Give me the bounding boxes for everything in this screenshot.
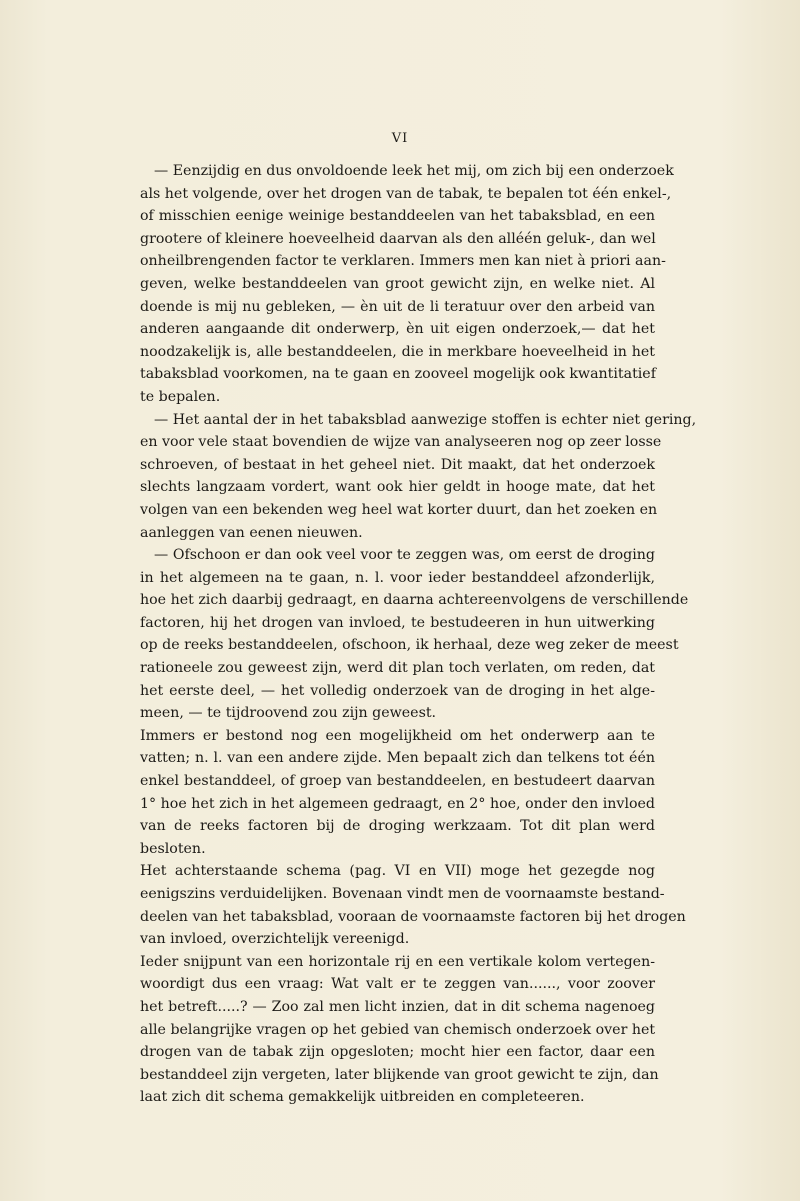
text-line: of misschien eenige weinige bestanddeelen van het tabaksblad, en een: [140, 208, 655, 225]
text-line: drogen van de tabak zijn opgesloten; mocht hier een factor, daar een: [140, 1044, 655, 1061]
text-line: op de reeks bestanddeelen, ofschoon, ik herhaal, deze weg zeker de meest: [140, 637, 679, 654]
text-line: vatten; n. l. van een andere zijde. Men bepaalt zich dan telkens tot één: [140, 750, 655, 767]
text-line: tabaksblad voorkomen, na te gaan en zooveel mogelijk ook kwantitatief: [140, 366, 656, 383]
text-line: te bepalen.: [140, 388, 221, 405]
paragraph: [140, 409, 697, 545]
text-line: Ieder snijpunt van een horizontale rij en een vertikale kolom vertegen-: [140, 953, 655, 970]
text-line: schroeven, of bestaat in het geheel niet. Dit maakt, dat het onderzoek: [140, 456, 655, 473]
text-line: als het volgende, over het drogen van de tabak, te bepalen tot één enkel-,: [140, 185, 672, 202]
text-line: — Eenzijdig en dus onvoldoende leek het mij, om zich bij een onderzoek: [154, 163, 674, 179]
paragraph: [140, 544, 689, 725]
text-line: deelen van het tabaksblad, vooraan de voornaamste factoren bij het drogen: [140, 908, 686, 925]
text-line: slechts langzaam vordert, want ook hier geldt in hooge mate, dat het: [140, 479, 655, 496]
text-line: — Het aantal der in het tabaksblad aanwezige stoffen is echter niet gering,: [154, 411, 697, 428]
text-line: anderen aangaande dit onderwerp, èn uit eigen onderzoek,— dat het: [140, 321, 655, 338]
paragraph: [140, 725, 655, 861]
text-line: besloten.: [140, 840, 206, 857]
text-line: volgen van een bekenden weg heel wat korter duurt, dan het zoeken en: [140, 501, 658, 518]
body-text: [140, 160, 697, 1109]
paragraph: [140, 160, 674, 409]
text-line: doende is mij nu gebleken, — èn uit de li teratuur over den arbeid van: [140, 298, 655, 315]
text-line: woordigt dus een vraag: Wat valt er te zeggen van......, voor zoover: [140, 976, 655, 993]
text-line: bestanddeel zijn vergeten, later blijkende van groot gewicht te zijn, dan: [140, 1066, 659, 1083]
text-line: eenigszins verduidelijken. Bovenaan vindt men de voornaamste bestand-: [140, 886, 665, 902]
text-line: van invloed, overzichtelijk vereenigd.: [140, 931, 410, 948]
text-line: — Ofschoon er dan ook veel voor te zeggen was, om eerst de droging: [154, 547, 655, 564]
text-line: enkel bestanddeel, of groep van bestanddeelen, en bestudeert daarvan: [140, 773, 655, 790]
text-line: factoren, hij het drogen van invloed, te bestudeeren in hun uitwerking: [140, 614, 655, 631]
text-line: grootere of kleinere hoeveelheid daarvan als den alléén geluk-, dan wel: [140, 230, 656, 247]
text-line: Immers er bestond nog een mogelijkheid om het onderwerp aan te: [140, 727, 655, 744]
text-line: in het algemeen na te gaan, n. l. voor ieder bestanddeel afzonderlijk,: [140, 569, 655, 586]
text-line: het eerste deel, — het volledig onderzoek van de droging in het alge-: [140, 682, 655, 699]
text-line: en voor vele staat bovendien de wijze van analyseeren nog op zeer losse: [140, 434, 662, 451]
text-line: 1° hoe het zich in het algemeen gedraagt, en 2° hoe, onder den invloed: [140, 795, 655, 812]
text-line: meen, — te tijdroovend zou zijn geweest.: [140, 705, 437, 722]
text-line: van de reeks factoren bij de droging werkzaam. Tot dit plan werd: [140, 818, 655, 835]
text-line: het betreft.....? — Zoo zal men licht inzien, dat in dit schema nagenoeg: [140, 998, 655, 1015]
text-line: geven, welke bestanddeelen van groot gewicht zijn, en welke niet. Al: [140, 275, 655, 292]
text-line: rationeele zou geweest zijn, werd dit plan toch verlaten, om reden, dat: [140, 660, 655, 677]
text-line: hoe het zich daarbij gedraagt, en daarna achtereenvolgens de verschillende: [140, 592, 689, 609]
page-number: VI: [391, 131, 409, 146]
text-line: noodzakelijk is, alle bestanddeelen, die in merkbare hoeveelheid in het: [140, 343, 655, 360]
paragraph: [140, 951, 659, 1109]
paragraph: [140, 860, 686, 950]
text-line: Het achterstaande schema (pag. VI en VII) moge het gezegde nog: [140, 863, 655, 880]
text-line: laat zich dit schema gemakkelijk uitbreiden en completeeren.: [140, 1089, 585, 1106]
text-line: onheilbrengenden factor te verklaren. Immers men kan niet à priori aan-: [140, 253, 666, 270]
text-line: alle belangrijke vragen op het gebied van chemisch onderzoek over het: [140, 1021, 656, 1038]
text-line: aanleggen van eenen nieuwen.: [140, 524, 363, 541]
